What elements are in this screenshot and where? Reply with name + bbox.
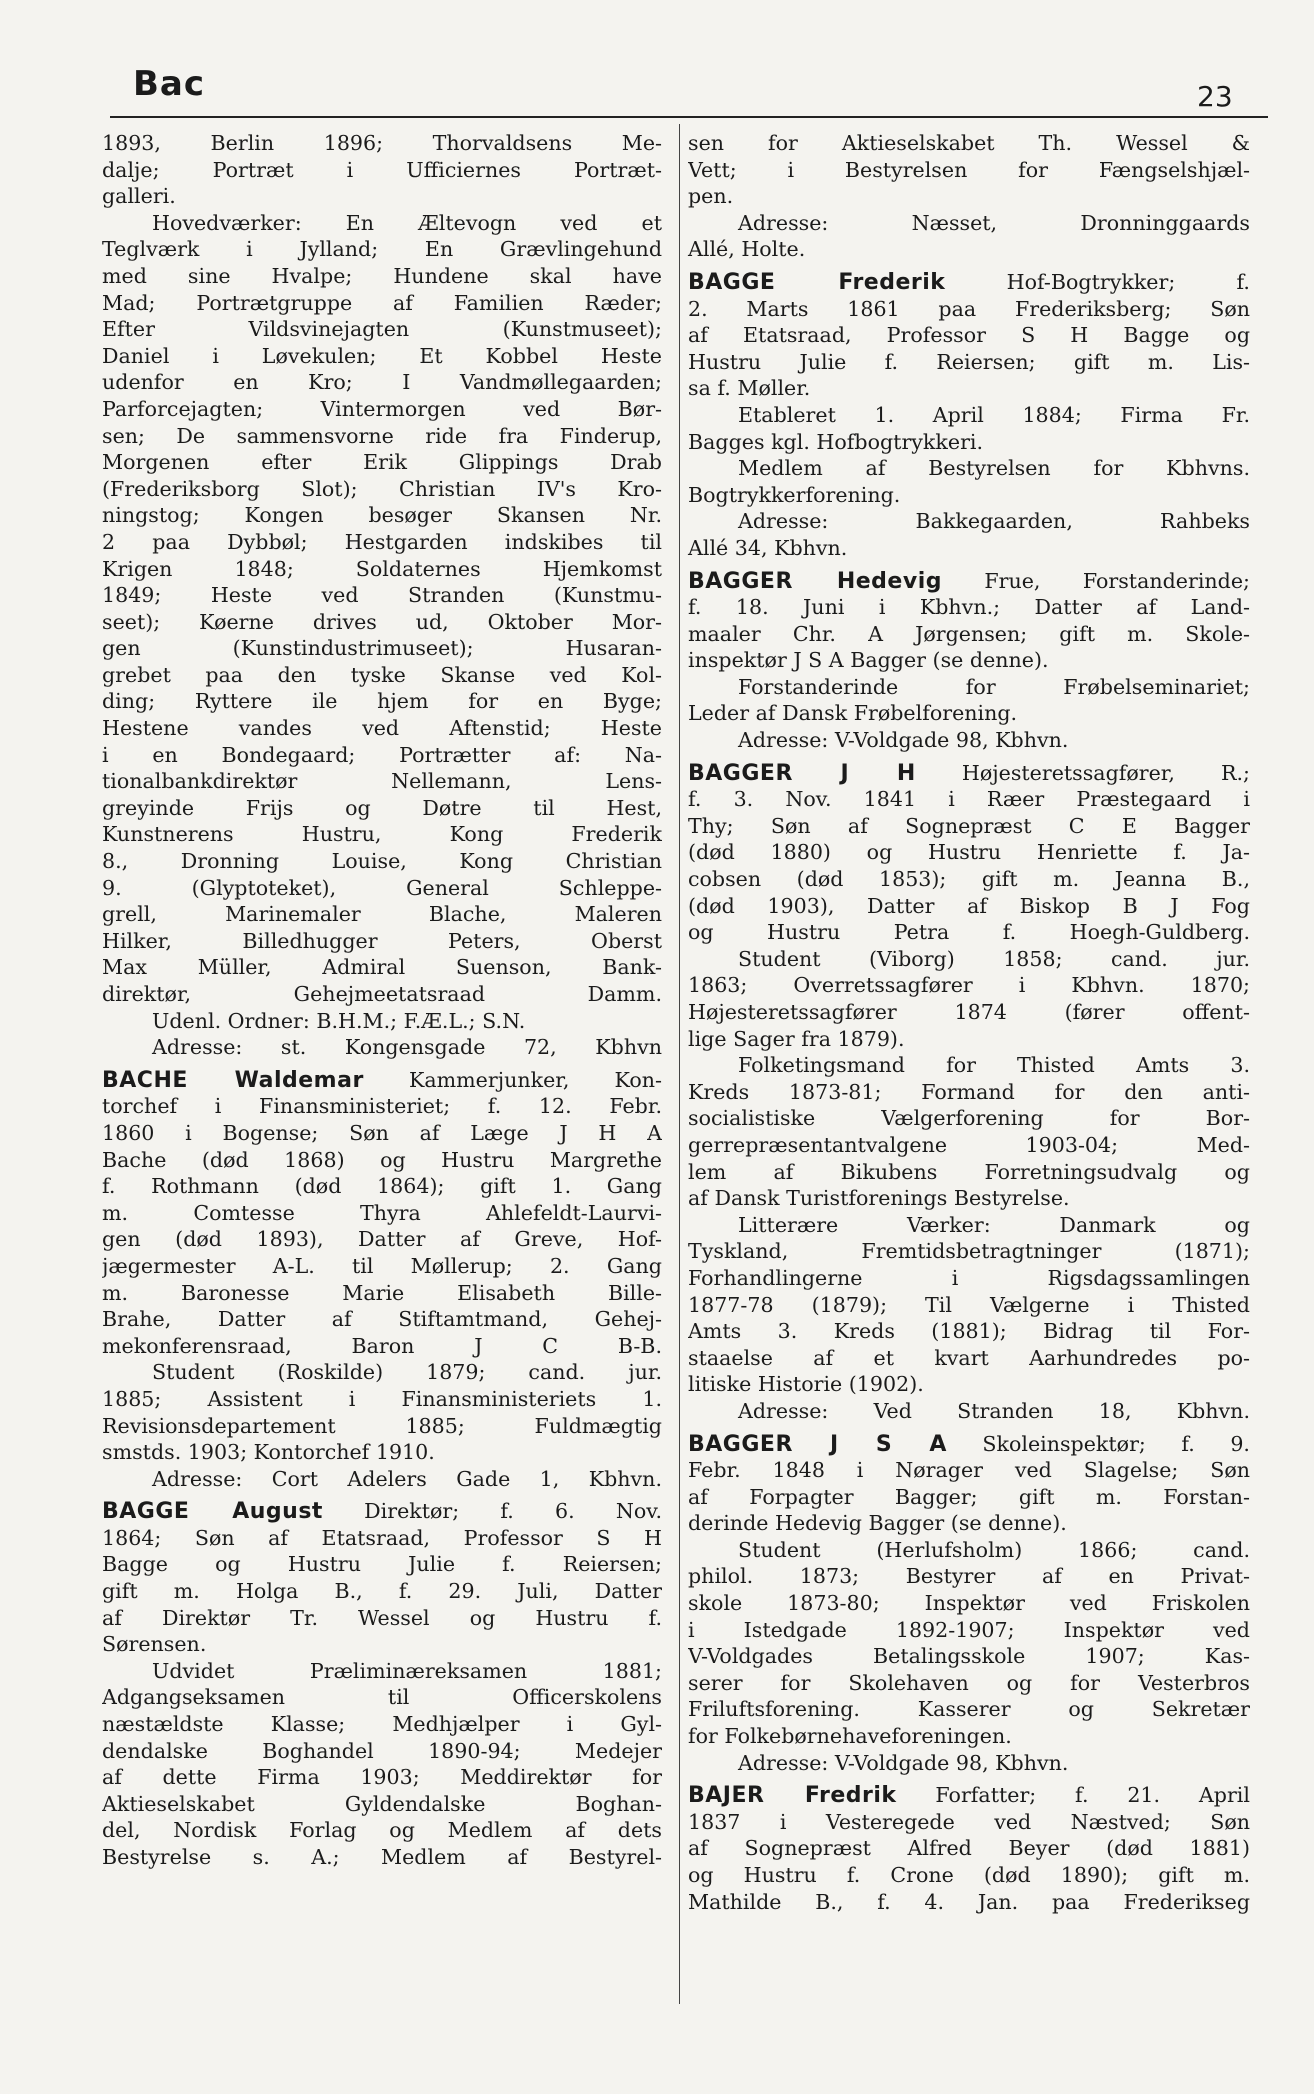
text-line bbox=[102, 1306, 662, 1333]
line-text: Brahe, Datter af Stiftamtmand, Gehej- bbox=[102, 1307, 662, 1332]
text-line bbox=[688, 535, 1250, 562]
text-line bbox=[102, 875, 662, 902]
line-text: tionalbankdirektør Nellemann, Lens- bbox=[102, 769, 662, 794]
line-text: Hilker, Billedhugger Peters, Oberst bbox=[102, 928, 662, 953]
text-line bbox=[688, 1159, 1250, 1186]
text-line bbox=[688, 919, 1250, 946]
line-text: 1864; Søn af Etatsraad, Professor S H bbox=[102, 1525, 662, 1550]
text-line bbox=[102, 210, 662, 237]
line-text: (død 1903), Datter af Biskop B J Fog bbox=[688, 893, 1250, 918]
line-text: Bestyrelse s. A.; Medlem af Bestyrel- bbox=[102, 1845, 662, 1869]
line-text: Adresse: Næsset, Dronninggaards bbox=[738, 210, 1250, 235]
text-line bbox=[688, 1484, 1250, 1511]
text-line bbox=[102, 449, 662, 476]
text-line bbox=[102, 476, 662, 503]
line-text: Udenl. Ordner: B.H.M.; F.Æ.L.; S.N. bbox=[152, 1008, 526, 1033]
line-text: V-Voldgades Betalingsskole 1907; Kas- bbox=[688, 1644, 1250, 1669]
line-text: Forhandlingerne i Rigsdagssamlingen bbox=[688, 1265, 1250, 1290]
text-line bbox=[688, 1537, 1250, 1564]
text-line bbox=[688, 429, 1250, 456]
line-text: 1877-78 (1879); Til Vælgerne i Thisted bbox=[688, 1292, 1250, 1317]
text-line bbox=[688, 508, 1250, 535]
text-line bbox=[688, 482, 1250, 509]
text-line bbox=[688, 1643, 1250, 1670]
text-line bbox=[688, 1371, 1250, 1398]
text-line bbox=[102, 1738, 662, 1765]
line-text: Friluftsforening. Kasserer og Sekretær bbox=[688, 1697, 1250, 1722]
line-text: Max Müller, Admiral Suenson, Bank- bbox=[102, 955, 662, 980]
line-text: inspektør J S A Bagger (se denne). bbox=[688, 648, 1049, 673]
text-line bbox=[102, 981, 662, 1008]
text-line bbox=[688, 1026, 1250, 1053]
line-text: med sine Hvalpe; Hundene skal have bbox=[102, 263, 662, 288]
text-line bbox=[688, 1052, 1250, 1079]
text-line bbox=[102, 1280, 662, 1307]
line-text: (Frederiksborg Slot); Christian IV's Kro- bbox=[102, 476, 662, 501]
text-line bbox=[102, 1578, 662, 1605]
line-text: torchef i Finansministeriet; f. 12. Febr. bbox=[102, 1094, 662, 1119]
line-text: for Folkebørnehaveforeningen. bbox=[688, 1724, 1012, 1749]
text-line bbox=[102, 1120, 662, 1147]
text-line bbox=[102, 1173, 662, 1200]
text-line bbox=[102, 236, 662, 263]
text-line bbox=[688, 1345, 1250, 1372]
text-line bbox=[102, 1844, 662, 1871]
text-line bbox=[688, 183, 1250, 210]
line-text: m. Baronesse Marie Elisabeth Bille- bbox=[102, 1280, 662, 1305]
line-text: dalje; Portræt i Ufficiernes Portræt- bbox=[102, 157, 662, 182]
line-text: ding; Ryttere ile hjem for en Byge; bbox=[102, 689, 662, 714]
line-text: pen. bbox=[688, 184, 734, 209]
line-text: Vett; i Bestyrelsen for Fængselshjæl- bbox=[688, 157, 1250, 182]
text-line bbox=[102, 1333, 662, 1360]
text-line bbox=[102, 529, 662, 556]
text-line bbox=[688, 760, 1250, 787]
line-text: Folketingsmand for Thisted Amts 3. bbox=[738, 1053, 1250, 1078]
text-line bbox=[102, 369, 662, 396]
entry-name: BAGGE Frederik bbox=[688, 269, 946, 295]
text-line bbox=[102, 1764, 662, 1791]
text-line bbox=[102, 396, 662, 423]
line-text: Aktieselskabet Gyldendalske Boghan- bbox=[102, 1791, 662, 1816]
line-text: lige Sager fra 1879). bbox=[688, 1026, 905, 1051]
line-text: derinde Hedevig Bagger (se denne). bbox=[688, 1511, 1067, 1536]
text-line bbox=[688, 621, 1250, 648]
line-text: skole 1873-80; Inspektør ved Friskolen bbox=[688, 1591, 1250, 1616]
text-line bbox=[102, 1711, 662, 1738]
line-text: og Hustru f. Crone (død 1890); gift m. bbox=[688, 1863, 1250, 1887]
line-text: socialistiske Vælgerforening for Bor- bbox=[688, 1106, 1250, 1131]
line-text: Adgangseksamen til Officerskolens bbox=[102, 1685, 662, 1710]
line-text: Thy; Søn af Sognepræst C E Bagger bbox=[688, 813, 1250, 838]
line-text: dendalske Boghandel 1890-94; Medejer bbox=[102, 1738, 662, 1763]
line-text: Parforcejagten; Vintermorgen ved Bør- bbox=[102, 396, 662, 421]
line-text: serer for Skolehaven og for Vesterbros bbox=[688, 1670, 1250, 1695]
line-text: 8., Dronning Louise, Kong Christian bbox=[102, 849, 662, 874]
line-text: maaler Chr. A Jørgensen; gift m. Skole- bbox=[688, 621, 1250, 646]
line-text: Skoleinspektør; f. 9. bbox=[946, 1431, 1250, 1456]
line-text: Højesteretssagfører, R.; bbox=[915, 760, 1250, 785]
text-line bbox=[688, 210, 1250, 237]
line-text: udenfor en Kro; I Vandmøllegaarden; bbox=[102, 370, 662, 395]
line-text: m. Comtesse Thyra Ahlefeldt-Laurvi- bbox=[102, 1200, 662, 1225]
text-line bbox=[102, 821, 662, 848]
line-text: Højesteretssagfører 1874 (fører offent- bbox=[688, 1000, 1250, 1024]
text-line bbox=[688, 893, 1250, 920]
line-text: Adresse: Cort Adelers Gade 1, Kbhvn. bbox=[152, 1466, 662, 1491]
text-line bbox=[102, 1034, 662, 1061]
column-divider bbox=[679, 124, 680, 2004]
line-text: Kunstnerens Hustru, Kong Frederik bbox=[102, 822, 662, 847]
line-text: 1885; Assistent i Finansministeriets 1. bbox=[102, 1386, 662, 1411]
line-text: Kammerjunker, Kon- bbox=[363, 1067, 662, 1092]
text-line bbox=[102, 795, 662, 822]
text-line bbox=[688, 1750, 1250, 1777]
line-text: i en Bondegaard; Portrætter af: Na- bbox=[102, 742, 662, 767]
line-text: Student (Viborg) 1858; cand. jur. bbox=[738, 946, 1250, 971]
line-text: næstældste Klasse; Medhjælper i Gyl- bbox=[102, 1712, 662, 1737]
text-line bbox=[102, 1008, 662, 1035]
line-text: i Istedgade 1892-1907; Inspektør ved bbox=[688, 1617, 1250, 1642]
text-line bbox=[102, 1631, 662, 1658]
text-line bbox=[102, 609, 662, 636]
entry-name: BAGGER J H bbox=[688, 760, 916, 786]
text-line bbox=[102, 742, 662, 769]
right-column bbox=[688, 130, 1250, 1915]
text-line bbox=[688, 1510, 1250, 1537]
line-text: Etableret 1. April 1884; Firma Fr. bbox=[738, 402, 1250, 427]
line-text: Bagges kgl. Hofbogtrykkeri. bbox=[688, 429, 984, 454]
line-text: Krigen 1848; Soldaternes Hjemkomst bbox=[102, 556, 662, 581]
text-line bbox=[102, 1067, 662, 1094]
line-text: 1860 i Bogense; Søn af Læge J H A bbox=[102, 1120, 662, 1145]
line-text: Kreds 1873-81; Formand for den anti- bbox=[688, 1079, 1250, 1104]
text-line bbox=[102, 343, 662, 370]
line-text: Bache (død 1868) og Hustru Margrethe bbox=[102, 1147, 662, 1172]
text-line bbox=[688, 1457, 1250, 1484]
line-text: Leder af Dansk Frøbelforening. bbox=[688, 701, 1018, 726]
line-text: af Forpagter Bagger; gift m. Forstan- bbox=[688, 1484, 1250, 1509]
text-line bbox=[688, 647, 1250, 674]
text-line bbox=[688, 1617, 1250, 1644]
line-text: Mathilde B., f. 4. Jan. paa Frederikseg bbox=[688, 1889, 1250, 1914]
text-line bbox=[102, 183, 662, 210]
line-text: f. 3. Nov. 1841 i Ræer Præstegaard i bbox=[688, 787, 1250, 812]
text-line bbox=[688, 1563, 1250, 1590]
line-text: Udvidet Præliminæreksamen 1881; bbox=[152, 1658, 662, 1683]
text-line bbox=[688, 322, 1250, 349]
text-line bbox=[102, 768, 662, 795]
line-text: Teglværk i Jylland; En Grævlingehund bbox=[102, 237, 662, 262]
line-text: Frue, Forstanderinde; bbox=[941, 568, 1250, 593]
line-text: (død 1880) og Hustru Henriette f. Ja- bbox=[688, 840, 1250, 865]
line-text: 2. Marts 1861 paa Frederiksberg; Søn bbox=[688, 296, 1250, 321]
line-text: litiske Historie (1902). bbox=[688, 1372, 924, 1397]
text-line bbox=[102, 901, 662, 928]
text-line bbox=[102, 1551, 662, 1578]
line-text: Medlem af Bestyrelsen for Kbhvns. bbox=[738, 456, 1250, 481]
line-text: Adresse: Ved Stranden 18, Kbhvn. bbox=[738, 1398, 1250, 1423]
entry-name: BAGGER J S A bbox=[688, 1431, 947, 1457]
line-text: Revisionsdepartement 1885; Fuldmægtig bbox=[102, 1413, 662, 1438]
text-line bbox=[102, 954, 662, 981]
line-text: Hestene vandes ved Aftenstid; Heste bbox=[102, 716, 662, 741]
line-text: 2 paa Dybbøl; Hestgarden indskibes til bbox=[102, 529, 662, 554]
text-line bbox=[688, 1398, 1250, 1425]
text-line bbox=[688, 1696, 1250, 1723]
line-text: af dette Firma 1903; Meddirektør for bbox=[102, 1765, 662, 1790]
text-line bbox=[102, 423, 662, 450]
line-text: f. Rothmann (død 1864); gift 1. Gang bbox=[102, 1174, 662, 1199]
text-line bbox=[688, 296, 1250, 323]
line-text: gift m. Holga B., f. 29. Juli, Datter bbox=[102, 1579, 662, 1604]
text-line bbox=[102, 688, 662, 715]
line-text: jægermester A-L. til Møllerup; 2. Gang bbox=[102, 1253, 662, 1278]
line-text: smstds. 1903; Kontorchef 1910. bbox=[102, 1440, 435, 1465]
text-line bbox=[688, 1318, 1250, 1345]
text-line bbox=[102, 1658, 662, 1685]
line-text: Student (Herlufsholm) 1866; cand. bbox=[738, 1537, 1250, 1562]
text-line bbox=[102, 1817, 662, 1844]
text-line bbox=[688, 130, 1250, 157]
text-line bbox=[688, 375, 1250, 402]
text-line bbox=[688, 1292, 1250, 1319]
text-line bbox=[102, 1226, 662, 1253]
entry-name: BACHE Waldemar bbox=[102, 1067, 364, 1093]
line-text: Adresse: V-Voldgade 98, Kbhvn. bbox=[738, 728, 1069, 753]
text-line bbox=[102, 130, 662, 157]
text-line bbox=[688, 1185, 1250, 1212]
text-line bbox=[688, 674, 1250, 701]
line-text: 1893, Berlin 1896; Thorvaldsens Me- bbox=[102, 131, 662, 155]
text-line bbox=[688, 349, 1250, 376]
line-text: del, Nordisk Forlag og Medlem af dets bbox=[102, 1818, 662, 1843]
line-text: Mad; Portrætgruppe af Familien Ræder; bbox=[102, 290, 662, 315]
text-line bbox=[688, 1212, 1250, 1239]
line-text: sen; De sammensvorne ride fra Finderup, bbox=[102, 423, 662, 448]
text-line bbox=[688, 1835, 1250, 1862]
line-text: cobsen (død 1853); gift m. Jeanna B., bbox=[688, 867, 1250, 892]
text-line bbox=[688, 1265, 1250, 1292]
text-line bbox=[688, 455, 1250, 482]
line-text: Efter Vildsvinejagten (Kunstmuseet); bbox=[102, 317, 662, 342]
text-line bbox=[102, 1498, 662, 1525]
line-text: grell, Marinemaler Blache, Maleren bbox=[102, 902, 662, 927]
line-text: Bogtrykkerforening. bbox=[688, 482, 901, 507]
text-line bbox=[688, 157, 1250, 184]
text-line bbox=[688, 999, 1250, 1026]
text-line bbox=[102, 263, 662, 290]
text-line bbox=[102, 556, 662, 583]
text-line bbox=[102, 502, 662, 529]
line-text: Tyskland, Fremtidsbetragtninger (1871); bbox=[688, 1239, 1250, 1264]
line-text: Forfatter; f. 21. April bbox=[896, 1783, 1250, 1808]
text-line bbox=[688, 568, 1250, 595]
line-text: Morgenen efter Erik Glippings Drab bbox=[102, 450, 662, 475]
line-text: mekonferensraad, Baron J C B-B. bbox=[102, 1333, 662, 1358]
text-line bbox=[688, 1889, 1250, 1916]
text-line bbox=[102, 1200, 662, 1227]
entry-name: BAGGER Hedevig bbox=[688, 568, 942, 594]
text-line bbox=[102, 1147, 662, 1174]
line-text: Daniel i Løvekulen; Et Kobbel Heste bbox=[102, 343, 662, 368]
line-text: af Dansk Turistforenings Bestyrelse. bbox=[688, 1186, 1070, 1211]
text-line bbox=[102, 582, 662, 609]
line-text: Allé, Holte. bbox=[688, 237, 806, 262]
line-text: seet); Køerne drives ud, Oktober Mor- bbox=[102, 609, 662, 634]
text-line bbox=[102, 290, 662, 317]
text-line bbox=[102, 1466, 662, 1493]
text-line bbox=[102, 848, 662, 875]
text-line bbox=[688, 1670, 1250, 1697]
line-text: Allé 34, Kbhvn. bbox=[688, 535, 848, 560]
line-text: greyinde Frijs og Døtre til Hest, bbox=[102, 795, 662, 820]
text-line bbox=[102, 1386, 662, 1413]
line-text: Adresse: V-Voldgade 98, Kbhvn. bbox=[738, 1750, 1069, 1775]
text-line bbox=[102, 1684, 662, 1711]
header-rule bbox=[110, 116, 1268, 118]
line-text: af Sognepræst Alfred Beyer (død 1881) bbox=[688, 1836, 1250, 1861]
line-text: Bagge og Hustru Julie f. Reiersen; bbox=[102, 1552, 662, 1577]
line-text: 9. (Glyptoteket), General Schleppe- bbox=[102, 875, 662, 900]
line-text: Febr. 1848 i Nørager ved Slagelse; Søn bbox=[688, 1458, 1250, 1483]
line-text: Amts 3. Kreds (1881); Bidrag til For- bbox=[688, 1319, 1250, 1344]
text-line bbox=[688, 972, 1250, 999]
left-column bbox=[102, 130, 662, 1871]
line-text: philol. 1873; Bestyrer af en Privat- bbox=[688, 1564, 1250, 1589]
text-line bbox=[102, 715, 662, 742]
line-text: Student (Roskilde) 1879; cand. jur. bbox=[152, 1360, 662, 1385]
text-line bbox=[688, 700, 1250, 727]
text-line bbox=[688, 1862, 1250, 1889]
text-line bbox=[688, 1132, 1250, 1159]
line-text: Adresse: st. Kongensgade 72, Kbhvn bbox=[152, 1035, 662, 1060]
line-text: Forstanderinde for Frøbelseminariet; bbox=[738, 674, 1250, 699]
text-line bbox=[102, 1605, 662, 1632]
line-text: ningstog; Kongen besøger Skansen Nr. bbox=[102, 503, 662, 528]
text-line bbox=[688, 1723, 1250, 1750]
page-number: 23 bbox=[1197, 80, 1233, 113]
text-line bbox=[688, 594, 1250, 621]
text-line bbox=[688, 1782, 1250, 1809]
line-text: sa f. Møller. bbox=[688, 376, 811, 401]
line-text: Adresse: Bakkegaarden, Rahbeks bbox=[738, 509, 1250, 534]
text-line bbox=[688, 1590, 1250, 1617]
text-line bbox=[688, 1431, 1250, 1458]
text-line bbox=[102, 316, 662, 343]
line-text: gen (Kunstindustrimuseet); Husaran- bbox=[102, 636, 662, 661]
text-line bbox=[688, 946, 1250, 973]
line-text: af Direktør Tr. Wessel og Hustru f. bbox=[102, 1605, 662, 1630]
text-line bbox=[688, 727, 1250, 754]
line-text: af Etatsraad, Professor S H Bagge og bbox=[688, 323, 1250, 348]
line-text: f. 18. Juni i Kbhvn.; Datter af Land- bbox=[688, 595, 1250, 620]
text-line bbox=[102, 635, 662, 662]
line-text: og Hustru Petra f. Hoegh-Guldberg. bbox=[688, 920, 1250, 945]
line-text: 1849; Heste ved Stranden (Kunstmu- bbox=[102, 583, 662, 608]
line-text: sen for Aktieselskabet Th. Wessel & bbox=[688, 131, 1250, 155]
text-line bbox=[102, 1791, 662, 1818]
text-line bbox=[102, 928, 662, 955]
line-text: Hustru Julie f. Reiersen; gift m. Lis- bbox=[688, 349, 1250, 374]
text-line bbox=[688, 786, 1250, 813]
line-text: 1837 i Vesteregede ved Næstved; Søn bbox=[688, 1809, 1250, 1834]
line-text: Sørensen. bbox=[102, 1632, 207, 1657]
text-line bbox=[688, 1809, 1250, 1836]
line-text: direktør, Gehejmeetatsraad Damm. bbox=[102, 982, 662, 1006]
line-text: Hof-Bogtrykker; f. bbox=[945, 269, 1250, 294]
text-line bbox=[102, 1093, 662, 1120]
line-text: grebet paa den tyske Skanse ved Kol- bbox=[102, 662, 662, 687]
line-text: Direktør; f. 6. Nov. bbox=[322, 1499, 662, 1524]
text-line bbox=[688, 269, 1250, 296]
text-line bbox=[688, 1105, 1250, 1132]
text-line bbox=[102, 157, 662, 184]
line-text: Litterære Værker: Danmark og bbox=[738, 1212, 1250, 1237]
line-text: 1863; Overretssagfører i Kbhvn. 1870; bbox=[688, 973, 1250, 998]
line-text: gerrepræsentantvalgene 1903-04; Med- bbox=[688, 1132, 1250, 1157]
line-text: gen (død 1893), Datter af Greve, Hof- bbox=[102, 1227, 662, 1252]
entry-name: BAGGE August bbox=[102, 1499, 323, 1525]
text-line bbox=[102, 1525, 662, 1552]
text-line bbox=[688, 236, 1250, 263]
entry-name: BAJER Fredrik bbox=[688, 1783, 897, 1809]
text-line bbox=[102, 662, 662, 689]
text-line bbox=[688, 1238, 1250, 1265]
line-text: galleri. bbox=[102, 184, 176, 209]
text-line bbox=[102, 1439, 662, 1466]
line-text: Hovedværker: En Æltevogn ved et bbox=[152, 210, 662, 235]
text-line bbox=[102, 1413, 662, 1440]
text-line bbox=[102, 1359, 662, 1386]
text-line bbox=[688, 402, 1250, 429]
text-line bbox=[688, 1079, 1250, 1106]
text-line bbox=[102, 1253, 662, 1280]
text-line bbox=[688, 813, 1250, 840]
line-text: lem af Bikubens Forretningsudvalg og bbox=[688, 1159, 1250, 1184]
text-line bbox=[688, 839, 1250, 866]
text-line bbox=[688, 866, 1250, 893]
line-text: staaelse af et kvart Aarhundredes po- bbox=[688, 1345, 1250, 1370]
running-head: Bac bbox=[133, 64, 206, 104]
